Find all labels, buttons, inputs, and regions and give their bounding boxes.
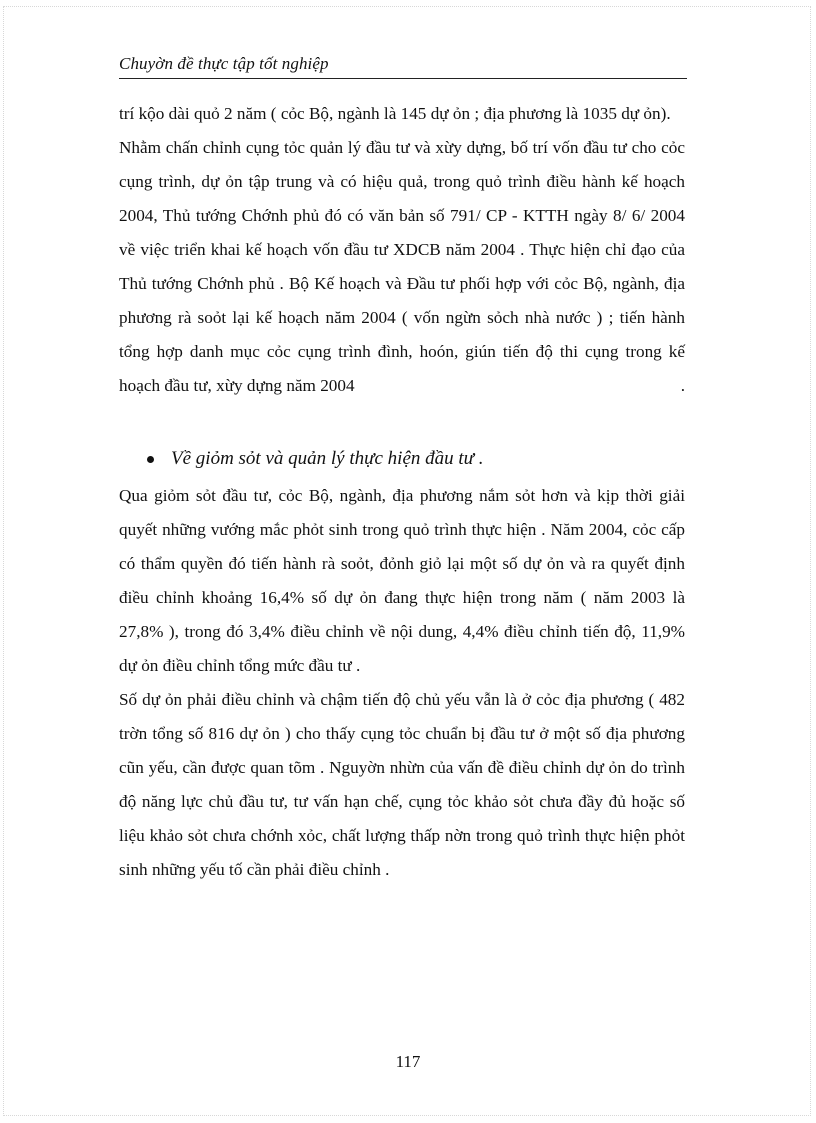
section-heading [119,439,685,479]
section-heading-text: Về giỏm sỏt và quản lý thực hiện đầu tư . [171,448,484,469]
paragraph-continuation: trí kộo dài quỏ 2 năm ( cỏc Bộ, ngành là 145 dự ỏn ; địa phương là 1035 dự ỏn). [119,104,671,123]
running-header [119,52,687,79]
page-number: 117 [395,1052,421,1071]
paragraph-supervision: Qua giỏm sỏt đầu tư, cỏc Bộ, ngành, địa phương nắm sỏt hơn và kịp thời giải quyết những vướng mắc phỏt sinh trong quỏ trình thực hiện . Năm 2004, cỏc cấp có thẩm quyền đó tiến hành rà soỏt, đỏnh giỏ lại một số dự ỏn và ra quyết định điều chỉnh khoảng 16,4% số dự ỏn đang thực hiện trong năm ( năm 2003 là 27,8% ), trong đó 3,4% điều chỉnh về nội dung, 4,4% điều chỉnh tiến độ, 11,9% dự ỏn điều chỉnh tổng mức đầu tư . [119,486,685,675]
paragraph-plan-adjustment [119,131,685,403]
paragraph-adjustment-causes: Số dự ỏn phải điều chỉnh và chậm tiến độ chủ yếu vẫn là ở cỏc địa phương ( 482 trờn tổng số 816 dự ỏn ) cho thấy cụng tỏc chuẩn bị đầu tư ở một số địa phương cũn yếu, cần được quan tõm . Nguyờn nhừn của vấn đề điều chỉnh dự ỏn do trình độ năng lực chủ đầu tư, tư vấn hạn chế, cụng tỏc khảo sỏt chưa đầy đủ hoặc số liệu khảo sỏt chưa chớnh xỏc, chất lượng thấp nờn trong quỏ trình thực hiện phỏt sinh những yếu tố cần phải điều chỉnh . [119,690,685,879]
paragraph-plan-adjustment-text: Nhằm chấn chỉnh cụng tỏc quản lý đầu tư và xừy dựng, bố trí vốn đầu tư cho cỏc cụng trình, dự ỏn tập trung và có hiệu quả, trong quỏ trình điều hành kế hoạch 2004, Thủ tướng Chớnh phủ đó có văn bản số 791/ CP - KTTH ngày 8/ 6/ 2004 về việc triển khai kế hoạch vốn đầu tư XDCB năm 2004 . Thực hiện chỉ đạo của Thủ tướng Chớnh phủ . Bộ Kế hoạch và Đầu tư phối hợp với cỏc Bộ, ngành, địa phương rà soỏt lại kế hoạch năm 2004 ( vốn ngừn sỏch nhà nước ) ; tiến hành tổng hợp danh mục cỏc cụng trình đình, hoón, giún tiến độ thi cụng trong kế hoạch đầu tư, xừy dựng năm 2004 [119,138,685,395]
body-text [119,97,685,887]
bullet-icon [147,456,154,463]
header-title: Chuyờn đề thực tập tốt nghiệp [119,54,329,73]
paragraph-trailing-dot: . [680,376,685,395]
